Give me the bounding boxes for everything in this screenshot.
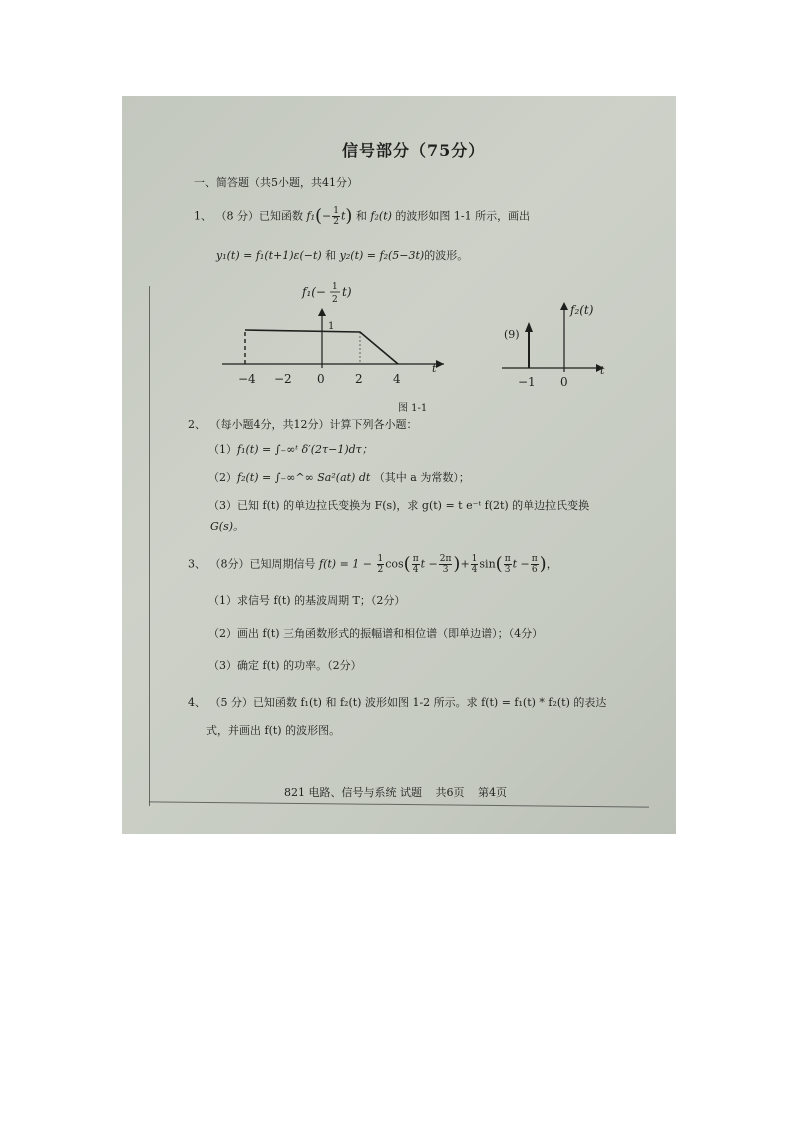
total-pages: 共6页: [435, 786, 465, 799]
impulse-arrowhead: [525, 322, 533, 332]
question-2: [188, 418, 418, 432]
arrowhead: [560, 302, 568, 310]
svg-text:t): t): [342, 285, 352, 299]
arrowhead: [318, 308, 326, 316]
tick-label: −2: [274, 372, 292, 386]
question-text: （8 分）已知函数: [215, 209, 303, 223]
fraction: $\frac{1}{2}$: [333, 206, 339, 227]
level-label: 1: [328, 321, 335, 332]
question-4-line-2: 式，并画出 f(t) 的波形图。: [206, 724, 341, 737]
tick-label: −1: [518, 375, 536, 389]
plot-f1: [222, 282, 444, 386]
page-footer: [284, 786, 507, 800]
question-number: 4、: [188, 696, 206, 709]
tick-label: 2: [355, 372, 363, 386]
question-number: 3、: [188, 557, 206, 571]
math-expression: f₂(t) = ∫₋∞^∞ Sa²(at) dt: [237, 471, 371, 484]
math-function: f₂(t): [370, 209, 392, 223]
math-expression: f₁(t) = ∫₋∞ᵗ δ′(2τ−1)dτ；: [237, 443, 373, 456]
page-number: 第4页: [478, 786, 507, 799]
svg-text:2: 2: [332, 295, 338, 305]
photographed-exam-page: [122, 96, 676, 834]
tick-label: −4: [238, 372, 256, 386]
figure-caption: 图 1-1: [398, 403, 428, 414]
math-function: f₁: [306, 209, 315, 223]
question-2-part-2: （2）f₂(t) = ∫₋∞^∞ Sa²(at) dt （其中 a 为常数）；: [208, 471, 470, 484]
tick-label: 0: [317, 372, 325, 386]
axis-variable: t: [600, 364, 605, 377]
tick-label: 4: [393, 372, 401, 386]
svg-text:1: 1: [332, 282, 338, 292]
arrowhead: [436, 360, 444, 368]
question-3: 3、 （8分）已知周期信号 f(t) = 1 − $\frac{1}{2}$ cos( $\frac{\pi}{4}$ t − $\frac{2\pi}{3}$ )+ $\frac{1}{4}$ sin( $\frac{\pi}{3}$ t − $\frac{\pi}{6}$ )，: [188, 553, 558, 575]
section-heading: 一、简答题（共5小题，共41分）: [194, 176, 358, 189]
axis-variable: t: [432, 362, 437, 375]
question-1: 1、 （8 分）已知函数 f₁(− $\frac{1}{2}$ t) 和 f₂(t) 的波形如图 1-1 所示，画出: [194, 205, 531, 227]
question-1-line-2: y₁(t) = f₁(t+1)ε(−t) 和 y₂(t) = f₂(5−3t)的波形。: [216, 249, 469, 262]
math-expression: y₁(t) = f₁(t+1)ε(−t): [216, 249, 322, 262]
tick-label: 0: [560, 375, 568, 389]
plot-label: f₂(t): [570, 303, 594, 317]
question-2-part-3: （3）已知 f(t) 的单边拉氏变换为 F(s)，求 g(t) = t e⁻ᵗ f(2t) 的单边拉氏变换: [208, 499, 590, 512]
question-number: 2、: [188, 418, 206, 431]
question-text: （每小题4分，共12分）计算下列各小题：: [209, 418, 418, 431]
question-3-part-2: （2）画出 f(t) 三角函数形式的振幅谱和相位谱（即单边谱）；（4分）: [208, 627, 544, 640]
plot-label: f₁(−: [302, 285, 326, 299]
question-4: 4、 （5 分）已知函数 f₁(t) 和 f₂(t) 波形如图 1-2 所示。求 f(t) = f₁(t) * f₂(t) 的表达: [188, 696, 607, 709]
question-3-part-3: （3）确定 f(t) 的功率。（2分）: [208, 659, 362, 672]
impulse-strength: (9): [504, 328, 520, 341]
question-number: 1、: [194, 209, 212, 223]
math-expression: y₂(t) = f₂(5−3t): [339, 249, 425, 262]
course-title: 821 电路、信号与系统 试题: [284, 786, 422, 799]
question-2-part-3-line-2: G(s)。: [210, 520, 245, 533]
plot-f2: [502, 302, 605, 389]
question-3-part-1: （1）求信号 f(t) 的基波周期 T；（2分）: [208, 594, 406, 607]
question-2-part-1: （1）f₁(t) = ∫₋∞ᵗ δ′(2τ−1)dτ；: [208, 443, 373, 456]
section-title: 信号部分（75分）: [342, 141, 486, 160]
